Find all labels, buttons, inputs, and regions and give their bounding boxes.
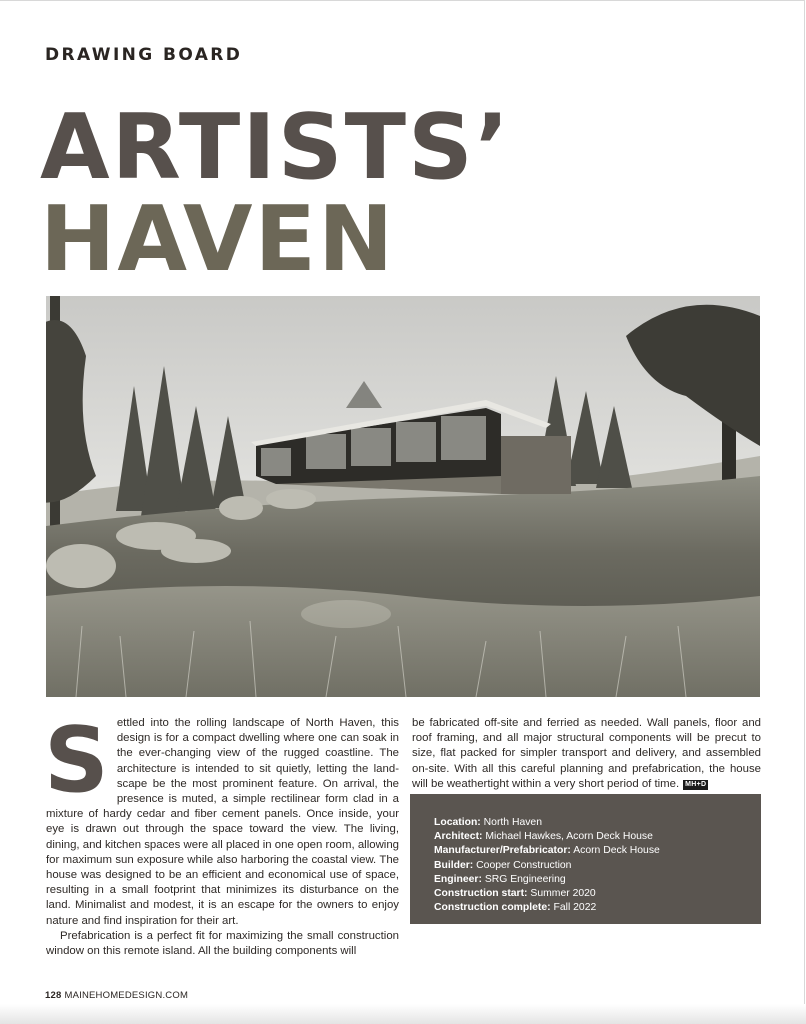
article-column-left	[44, 708, 399, 959]
credit-label: Builder:	[434, 859, 474, 871]
paragraph-3-text: be fabricated off-site and ferried as needed. Wall panels, floor and roof framing, and all major structural components will be precut to size, flat packed for simpler transport and delivery, and assembled on-site. With all this careful planning and prefabrication, the house will be weathertight within a very short period of time.	[412, 717, 761, 790]
house-landscape-rendering-icon	[46, 296, 760, 697]
credit-label: Construction complete:	[434, 902, 551, 914]
credit-row	[434, 830, 737, 844]
credit-value: Summer 2020	[530, 888, 596, 900]
credit-value: Cooper Construction	[476, 859, 572, 871]
credit-label: Architect:	[434, 831, 483, 843]
credit-label: Location:	[434, 817, 481, 828]
page-number: 128	[45, 990, 62, 1001]
credit-row	[434, 901, 737, 915]
credit-row	[434, 859, 737, 873]
title-line-2: HAVEN	[40, 187, 396, 292]
article-paragraph-2: Prefabrication is a perfect fit for maximizing the small construction window on this remote island. All the building components will	[46, 929, 399, 958]
credit-row	[434, 844, 737, 858]
credit-value: SRG Engineering	[484, 873, 566, 885]
article-column-right	[412, 716, 761, 792]
drop-cap: S	[44, 708, 109, 813]
title-line-1: ARTISTS’	[40, 95, 512, 200]
end-mark-badge: MH+D	[685, 780, 707, 788]
credit-value: Fall 2022	[553, 902, 597, 914]
site-name: MAINEHOMEDESIGN.COM	[64, 990, 189, 1001]
credit-value: Michael Hawkes, Acorn Deck House	[485, 831, 653, 843]
page-bottom-shadow	[0, 1004, 806, 1024]
credit-row	[434, 887, 737, 901]
section-label: DRAWING BOARD	[45, 45, 243, 65]
page-folio	[45, 990, 188, 1001]
project-credits-box	[410, 794, 761, 924]
credit-value: North Haven	[483, 817, 542, 828]
hero-image	[46, 296, 760, 697]
credit-row	[434, 873, 737, 887]
credit-label: Construction start:	[434, 888, 528, 900]
article-paragraph-3	[412, 716, 761, 792]
credit-label: Manufacturer/Prefabricator:	[434, 845, 571, 857]
paragraph-1-text: ettled into the rolling landscape of North Haven, this design is for a compact dwelling where one can soak in the ever-changing view of the rugged coastline. The architecture is intended to sit quietly, letting the landscape be the most prominent feature. On arrival, the presence is muted, a simple rectilinear form clad in a mixture of hardy cedar and fiber cement panels. Once inside, your eye is drawn out through the space toward the view. The living, dining, and kitchen spaces were all placed in one open room, allowing for maximum sun exposure while also harboring the coastal view. The house was designed to be an efficient and economical use of space, resulting in a small footprint that minimizes its disturbance on the land. Minimalist and modest, it is an escape for the owners to enjoy nature and find inspiration for their art.	[46, 717, 399, 927]
credit-value: Acorn Deck House	[573, 845, 660, 857]
credit-row	[434, 816, 737, 830]
credit-label: Engineer:	[434, 873, 482, 885]
article-paragraph-1	[44, 708, 399, 929]
article-title	[40, 95, 512, 292]
